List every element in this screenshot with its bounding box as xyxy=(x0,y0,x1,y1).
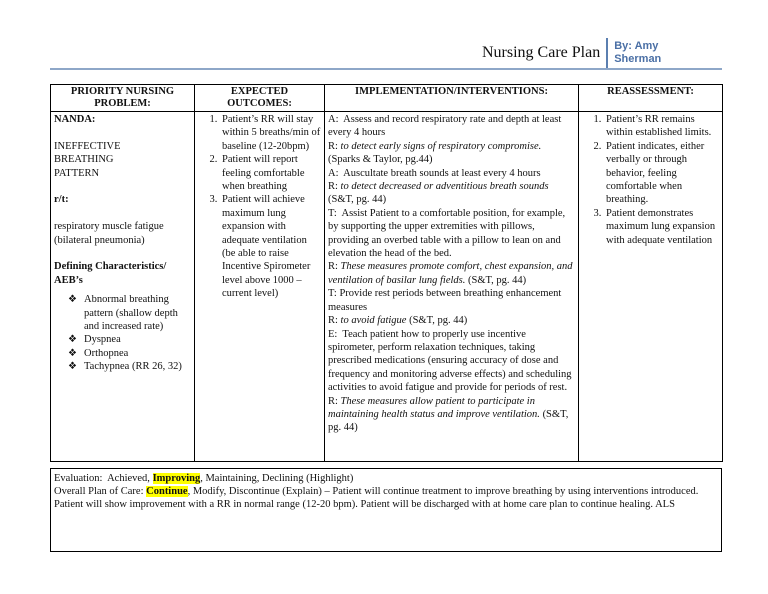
diagnosis-text: INEFFECTIVE BREATHING PATTERN xyxy=(54,140,121,179)
header-outcomes: EXPECTED OUTCOMES: xyxy=(195,85,325,112)
rt-label: r/t: xyxy=(54,194,69,206)
intervention-item: T: Provide rest periods between breathing enhancement measures xyxy=(328,288,562,313)
header-divider xyxy=(606,38,608,68)
list-item: ❖ Abnormal breathing pattern (shallow depth and increased rate) xyxy=(68,293,191,333)
list-item: 1. Patient’s RR remains within established limits. xyxy=(604,113,719,140)
list-item: 3. Patient demonstrates maximum lung expansion with adequate ventilation xyxy=(604,207,719,247)
reassessment-cell xyxy=(579,112,723,462)
evaluation-highlight: Improving xyxy=(152,473,201,484)
nanda-label: NANDA: xyxy=(54,114,96,125)
outcomes-cell xyxy=(195,112,325,462)
intervention-item: A: Auscultate breath sounds at least every 4 hours xyxy=(328,167,541,179)
document-title: Nursing Care Plan xyxy=(482,44,601,61)
list-item: 1. Patient’s RR will stay within 5 breaths/min of baseline (12-20bpm) xyxy=(220,113,321,153)
evaluation-options-rest: , Maintaining, Declining (Highlight) xyxy=(200,473,354,484)
evaluation-line xyxy=(54,472,718,485)
outcomes-list xyxy=(198,113,321,301)
evaluation-label: Evaluation: xyxy=(54,473,103,484)
list-item: 2. Patient will report feeling comfortable when breathing xyxy=(220,153,321,193)
plan-highlight: Continue xyxy=(146,486,188,497)
intervention-item: R: These measures allow patient to participate in maintaining health status and improve ventilation. (S&T, pg. 44) xyxy=(328,395,569,434)
header-problem: PRIORITY NURSING PROBLEM: xyxy=(51,85,195,112)
list-item: 3. Patient will achieve maximum lung expansion with adequate ventilation (be able to raise Incentive Spirometer level above 1000 – current level) xyxy=(220,193,321,300)
list-item: ❖ Orthopnea xyxy=(68,347,191,360)
intervention-item: R: to avoid fatigue (S&T, pg. 44) xyxy=(328,315,468,327)
list-item: ❖ Tachypnea (RR 26, 32) xyxy=(68,360,191,373)
plan-of-care-line xyxy=(54,485,718,511)
defining-characteristics-label: Defining Characteristics/ AEB’s xyxy=(54,261,167,286)
characteristics-list xyxy=(54,293,191,373)
plan-label: Overall Plan of Care: xyxy=(54,486,144,497)
evaluation-option-achieved: Achieved, xyxy=(107,473,150,484)
intervention-item: R: to detect decreased or adventitious breath sounds (S&T, pg. 44) xyxy=(328,181,549,206)
intervention-item: T: Assist Patient to a comfortable position, for example, by supporting the upper extremities with pillows, providing an overbed table with a pillow to lean on and elevation the head of the bed. xyxy=(328,207,566,260)
plan-explanation: , Modify, Discontinue (Explain) – Patient will continue treatment to improve breathing by using interventions introduced. Patient will show improvement with a RR in normal range (12-20 bpm). Patient will be discharged with at home care plan to continue healing. ALS xyxy=(54,486,699,510)
list-item: 2. Patient indicates, either verbally or through behavior, feeling comfortable when breathing. xyxy=(604,140,719,207)
author-block xyxy=(614,40,661,66)
table-body-row xyxy=(51,112,723,462)
table-header-row xyxy=(51,85,723,112)
intervention-item: A: Assess and record respiratory rate and depth at least every 4 hours xyxy=(328,114,562,139)
header-rule xyxy=(50,68,722,70)
intervention-item: R: These measures promote comfort, chest expansion, and ventilation of basilar lung fields. (S&T, pg. 44) xyxy=(328,261,573,286)
related-factor: respiratory muscle fatigue (bilateral pneumonia) xyxy=(54,221,164,246)
header-reassessment: REASSESSMENT: xyxy=(579,85,723,112)
problem-cell xyxy=(51,112,195,462)
care-plan-table xyxy=(50,84,723,462)
interventions-cell xyxy=(325,112,579,462)
intervention-item: E: Teach patient how to properly use incentive spirometer, perform relaxation techniques, taking prescribed medications (ensuring accuracy of dose and frequency and monitoring adverse effects) and scheduling activities to avoid fatigue and provide for periods of rest. xyxy=(328,328,572,394)
evaluation-box xyxy=(50,468,722,552)
document-header xyxy=(482,38,661,68)
reassessment-list xyxy=(582,113,719,247)
author-line-2: Sherman xyxy=(614,53,662,65)
intervention-item: R: to detect early signs of respiratory compromise. (Sparks & Taylor, pg.44) xyxy=(328,140,542,166)
list-item: ❖ Dyspnea xyxy=(68,333,191,346)
header-interventions: IMPLEMENTATION/INTERVENTIONS: xyxy=(325,85,579,112)
author-line-1: By: Amy xyxy=(614,40,659,52)
